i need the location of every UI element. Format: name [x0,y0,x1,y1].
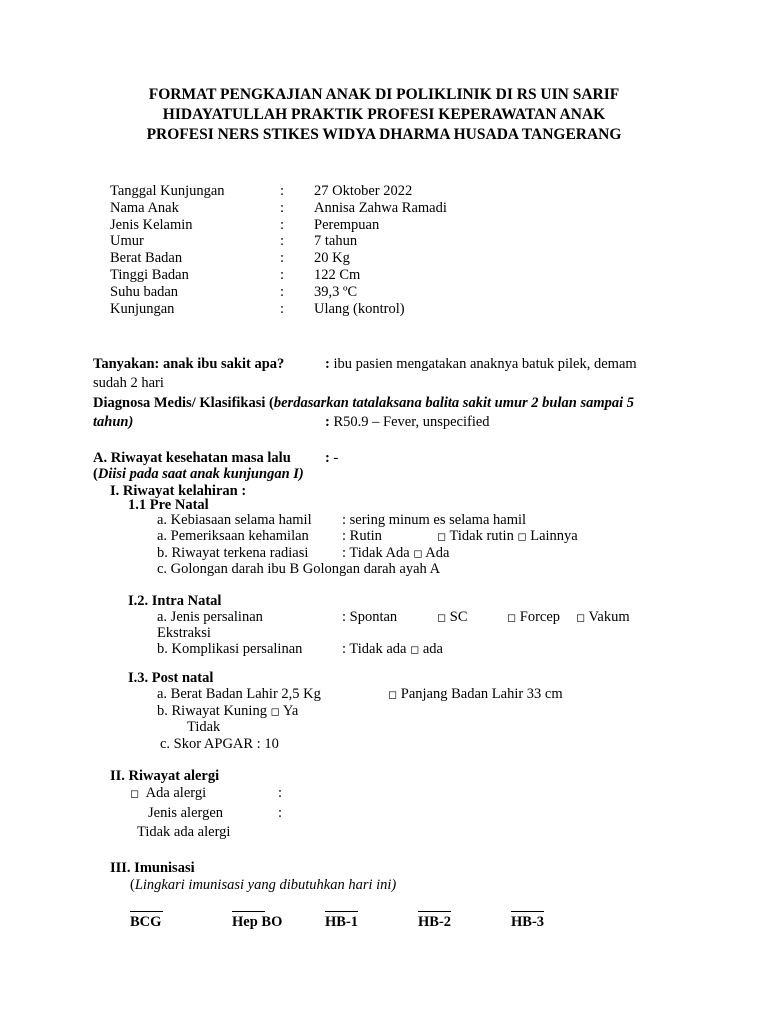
prenatal-radiation-label: b. Riwayat terkena radiasi [157,545,309,561]
allergen-label: Jenis alergen [148,805,224,821]
intranatal-delivery-opt1: : Spontan [342,609,398,625]
immunization-blank-hb3[interactable] [511,911,544,912]
prenatal-checkup-label: a. Pemeriksaan kehamilan [157,528,309,544]
allergy-has-colon: : [278,785,283,801]
checkbox-empty-icon[interactable]: ◻ [517,530,527,543]
identity-label: Tanggal Kunjungan [110,183,225,199]
identity-value: Ulang (kontrol) [314,301,405,317]
diagnosis-label: Diagnosa Medis/ Klasifikasi (berdasarkan tatalaksana balita sakit umur 2 bulan sampai 5 [93,395,635,411]
identity-colon: : [280,284,285,300]
checkbox-empty-icon[interactable]: ◻ [576,611,586,624]
checkbox-empty-icon[interactable]: ◻ [270,705,280,718]
postnatal-jaundice-no: Tidak [187,719,221,735]
intranatal-complication-label: b. Komplikasi persalinan [157,641,303,657]
prenatal-blood-type: c. Golongan darah ibu B Golongan darah ayah A [157,561,441,577]
document-title-line-1: FORMAT PENGKAJIAN ANAK DI POLIKLINIK DI RS UIN SARIF [148,86,620,103]
postnatal-length: ◻ Panjang Badan Lahir 33 cm [388,686,563,702]
checkbox-empty-icon[interactable]: ◻ [437,530,447,543]
identity-label: Nama Anak [110,200,179,216]
intranatal-complication-options: : Tidak ada ◻ ada [342,641,443,657]
question-label: Tanyakan: anak ibu sakit apa? [93,356,285,372]
identity-colon: : [280,217,285,233]
postnatal-title: I.3. Post natal [128,670,214,686]
intranatal-delivery-wrap: Ekstraksi [157,625,211,641]
postnatal-weight: a. Berat Badan Lahir 2,5 Kg [157,686,321,702]
document-title-line-3: PROFESI NERS STIKES WIDYA DHARMA HUSADA TANGERANG [146,126,622,143]
identity-label: Suhu badan [110,284,179,300]
immunization-note: (Lingkari imunisasi yang dibutuhkan hari ini) [130,877,397,893]
identity-colon: : [280,250,285,266]
identity-colon: : [280,267,285,283]
identity-label: Kunjungan [110,301,175,317]
checkbox-empty-icon[interactable]: ◻ [410,643,420,656]
allergy-title: II. Riwayat alergi [110,768,220,784]
immunization-title: III. Imunisasi [110,860,195,876]
intranatal-delivery-opt2: ◻ SC [437,609,468,625]
identity-label: Berat Badan [110,250,183,266]
diagnosis-value: : R50.9 – Fever, unspecified [325,414,490,430]
identity-value: 27 Oktober 2022 [314,183,413,199]
intranatal-title: I.2. Intra Natal [128,593,222,609]
immunization-item-hb2[interactable]: HB-2 [418,914,452,930]
identity-value: Perempuan [314,217,380,233]
identity-label: Tinggi Badan [110,267,189,283]
prenatal-checkup-options: : Rutin [342,528,382,544]
postnatal-apgar: c. Skor APGAR : 10 [160,736,279,752]
identity-colon: : [280,233,285,249]
question-answer: ibu pasien mengatakan anaknya batuk pilek, demam [333,356,637,372]
identity-colon: : [280,301,285,317]
identity-colon: : [280,200,285,216]
identity-colon: : [280,183,285,199]
allergen-colon: : [278,805,283,821]
intranatal-delivery-label: a. Jenis persalinan [157,609,263,625]
identity-label: Jenis Kelamin [110,217,193,233]
birth-history-title: I. Riwayat kelahiran : [110,483,247,499]
checkbox-empty-icon[interactable]: ◻ [437,611,447,624]
intranatal-delivery-opt3: ◻ Forcep [507,609,561,625]
section-a-value: : - [325,450,339,466]
immunization-blank-hb2[interactable] [418,911,451,912]
checkbox-empty-icon[interactable]: ◻ [130,787,140,800]
immunization-item-hb3[interactable]: HB-3 [511,914,545,930]
allergy-has: ◻ Ada alergi [130,785,207,801]
identity-value: Annisa Zahwa Ramadi [314,200,447,216]
immunization-blank-hepbo[interactable] [232,911,265,912]
prenatal-title: 1.1 Pre Natal [128,497,209,513]
prenatal-habit-value: : sering minum es selama hamil [342,512,527,528]
identity-label: Umur [110,233,144,249]
identity-value: 7 tahun [314,233,358,249]
intranatal-delivery-opt4: ◻ Vakum [576,609,630,625]
identity-value: 20 Kg [314,250,350,266]
document-title-line-2: HIDAYATULLAH PRAKTIK PROFESI KEPERAWATAN ANAK [162,106,606,123]
immunization-blank-bcg[interactable] [130,911,163,912]
section-a-note: (Diisi pada saat anak kunjungan I) [93,466,304,482]
immunization-item-hb1[interactable]: HB-1 [325,914,359,930]
checkbox-empty-icon[interactable]: ◻ [388,688,398,701]
checkbox-empty-icon[interactable]: ◻ [413,547,423,560]
prenatal-radiation-options: : Tidak Ada ◻ Ada [342,545,450,561]
immunization-blank-hb1[interactable] [325,911,358,912]
checkbox-empty-icon[interactable]: ◻ [507,611,517,624]
section-a-title: A. Riwayat kesehatan masa lalu [93,450,291,466]
question-colon: : ibu pasien mengatakan anaknya batuk pilek, demam [325,356,637,372]
question-answer-cont: sudah 2 hari [93,375,164,391]
immunization-item-bcg[interactable]: BCG [130,914,162,930]
identity-value: 122 Cm [314,267,361,283]
identity-value: 39,3 ºC [314,284,358,300]
allergy-none: Tidak ada alergi [137,824,231,840]
prenatal-habit-label: a. Kebiasaan selama hamil [157,512,312,528]
immunization-item-hepbo[interactable]: Hep BO [232,914,283,930]
prenatal-checkup-option-2: ◻ Tidak rutin ◻ Lainnya [437,528,578,544]
diagnosis-label-cont: tahun) [93,414,134,430]
postnatal-jaundice: b. Riwayat Kuning ◻ Ya [157,703,299,719]
